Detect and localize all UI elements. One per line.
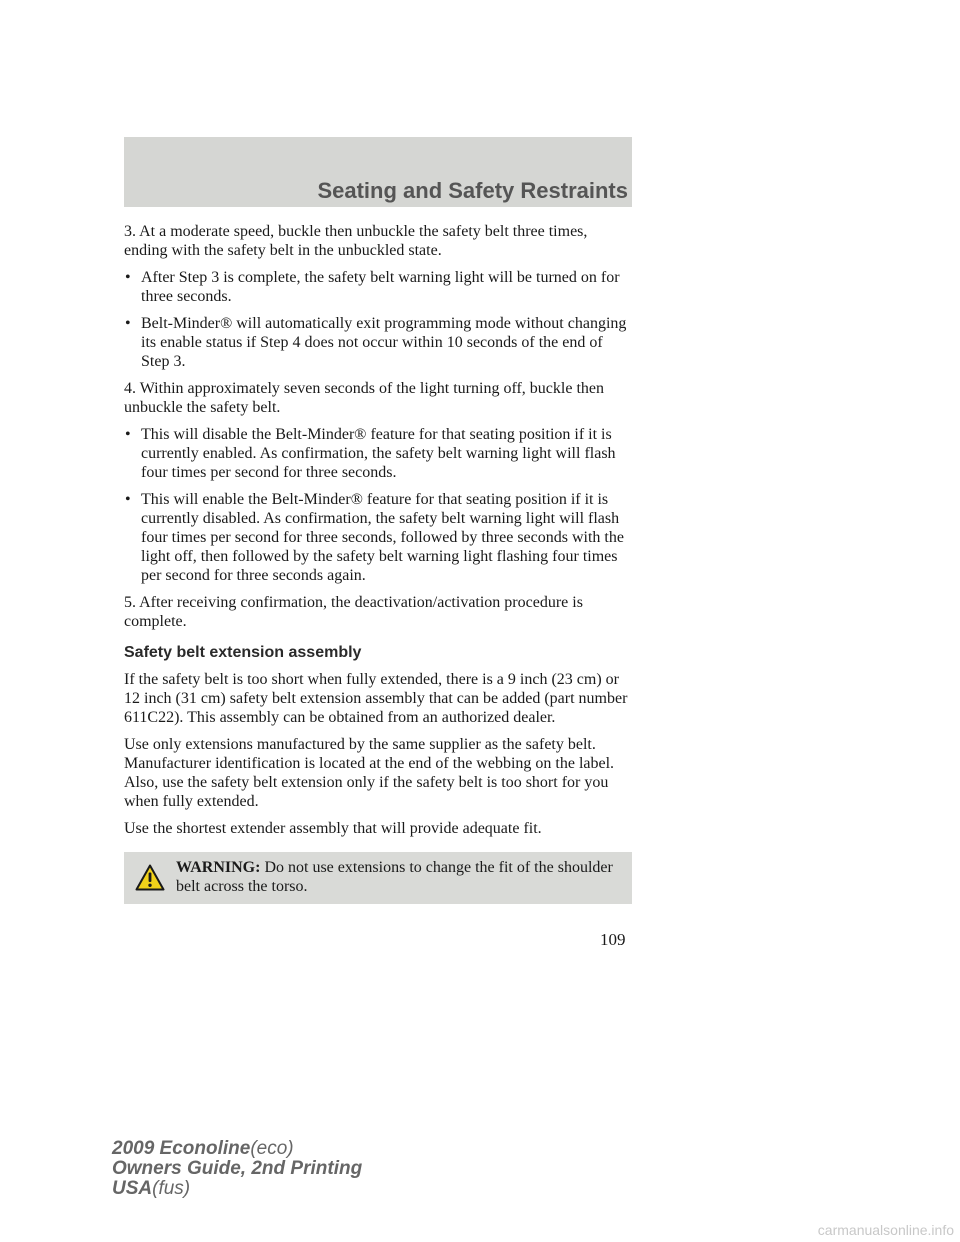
page-number: 109: [600, 930, 626, 949]
document-footer: [112, 1139, 362, 1199]
paragraph: Use the shortest extender assembly that will provide adequate fit.: [124, 820, 542, 837]
watermark: carmanualsonline.info: [817, 1222, 954, 1238]
section-header-band: [124, 137, 632, 207]
bullet-icon: •: [125, 315, 131, 332]
paragraph: If the safety belt is too short when fully extended, there is a 9 inch (23 cm) or 12 inch (31 cm) safety belt extension assembly that can be added (part number 611C22). This assembly can be obtained from an authorized dealer.: [124, 671, 628, 726]
page-content: [124, 222, 632, 904]
footer-model-line: 2009 Econoline(eco): [112, 1138, 294, 1159]
paragraph: Use only extensions manufactured by the same supplier as the safety belt. Manufacturer identification is located at the end of the webbing on the label. Also, use the safety belt extension only if the safety belt is too short for you when fully extended.: [124, 736, 615, 810]
warning-message: Do not use extensions to change the fit of the shoulder belt across the torso.: [176, 859, 613, 895]
bullet-icon: •: [125, 426, 131, 443]
step-3-bullets: [124, 268, 632, 371]
step-4-text: 4. Within approximately seven seconds of the light turning off, buckle then unbuckle the safety belt.: [124, 380, 604, 416]
warning-triangle-icon: [124, 858, 176, 891]
list-item: • This will enable the Belt-Minder® feature for that seating position if it is currently disabled. As confirmation, the safety belt warning light will flash four times per second for three seconds, followed by three seconds with the light off, then followed by the safety belt warning light flashing four times per second for three seconds again.: [125, 491, 624, 584]
list-item: • After Step 3 is complete, the safety belt warning light will be turned on for three seconds.: [125, 269, 620, 305]
step-3-text: 3. At a moderate speed, buckle then unbuckle the safety belt three times, ending with the safety belt in the unbuckled state.: [124, 223, 588, 259]
warning-box: [124, 852, 632, 904]
section-title: Seating and Safety Restraints: [317, 178, 628, 203]
list-item: • This will disable the Belt-Minder® feature for that seating position if it is currently enabled. As confirmation, the safety belt warning light will flash four times per second for three seconds.: [125, 426, 616, 481]
footer-market-line: USA(fus): [112, 1178, 191, 1199]
step-4-bullets: [124, 425, 632, 585]
bullet-icon: •: [125, 269, 131, 286]
warning-label: WARNING:: [176, 859, 261, 876]
warning-text: [176, 858, 624, 896]
bullet-icon: •: [125, 491, 131, 508]
footer-guide-line: Owners Guide, 2nd Printing: [112, 1158, 363, 1179]
step-5-text: 5. After receiving confirmation, the deactivation/activation procedure is complete.: [124, 594, 583, 630]
list-item: • Belt-Minder® will automatically exit programming mode without changing its enable status if Step 4 does not occur within 10 seconds of the end of Step 3.: [125, 315, 627, 370]
section-heading: Safety belt extension assembly: [124, 644, 362, 661]
